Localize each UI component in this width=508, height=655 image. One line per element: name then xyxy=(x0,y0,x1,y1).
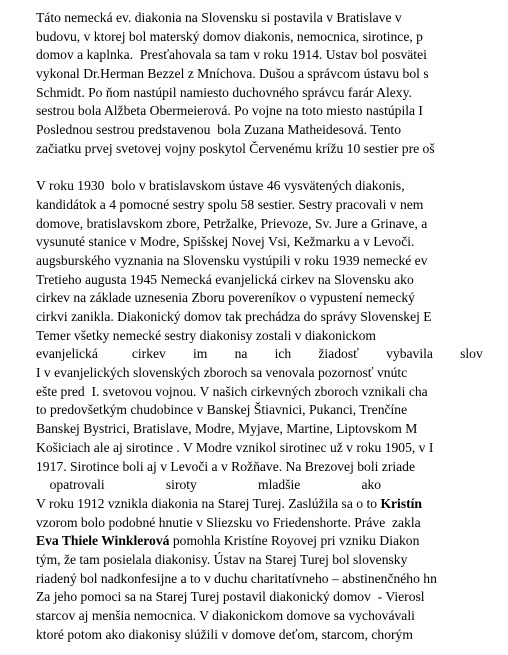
document-body xyxy=(36,9,508,644)
text-line: evanjelická cirkev im na ich žiadosť vybavila slov xyxy=(36,346,483,362)
text-line: opatrovali siroty mladšie ako xyxy=(36,477,382,493)
text-line: vysunuté stanice v Modre, Spišskej Novej Vsi, Kežmarku a v Levoči. xyxy=(36,234,415,250)
text-line xyxy=(36,532,508,551)
text-line: ktoré potom ako diakonisy slúžili v domove deťom, starcom, chorým xyxy=(36,626,413,642)
text-line: cirkev na základe uznesenia Zboru povereníkov o vypustení nemecký xyxy=(36,290,415,306)
paragraph-1 xyxy=(36,9,508,159)
text-line: to predovšetkým chudobince v Banskej Štiavnici, Pukanci, Trenčíne xyxy=(36,402,408,418)
text-line: kandidátok a 4 pomocné sestry spolu 58 sestier. Sestry pracovali v nem xyxy=(36,196,424,212)
text-line: Schmidt. Po ňom nastúpil namiesto duchovného správcu farár Alexy. xyxy=(36,84,412,100)
text-line: I v evanjelických slovenských zboroch sa venovala pozornosť vnútc xyxy=(36,365,408,381)
text-line: 1917. Sirotince boli aj v Levoči a v Rožňave. Na Brezovej boli zriade xyxy=(36,458,415,474)
text-run: V roku 1912 vznikla diakonia na Starej Turej. Zaslúžila sa o to xyxy=(36,495,381,511)
text-line: domov a kaplnka. Presťahovala sa tam v roku 1914. Ustav bol posvätei xyxy=(36,47,427,63)
text-line: Temer všetky nemecké sestry diakonisy zostali v diakonickom xyxy=(36,327,376,343)
text-line: Košiciach ale aj sirotince . V Modre vznikol sirotinec už v roku 1905, v I xyxy=(36,439,434,455)
text-line: domove, bratislavskom zbore, Petržalke, Prievoze, Sv. Jure a Grinave, a xyxy=(36,215,428,231)
text-line: cirkvi zanikla. Diakonický domov tak prechádza do správy Slovenskej E xyxy=(36,309,432,324)
text-line: Poslednou sestrou predstavenou bola Zuzana Matheidesová. Tento xyxy=(36,122,401,138)
text-line: V roku 1930 bolo v bratislavskom ústave 46 vysvätených diakonis, xyxy=(36,178,405,194)
text-line: začiatku prvej svetovej vojny poskytol Červenému krížu 10 sestier pre oš xyxy=(36,140,435,156)
text-run: pomohla Kristíne Royovej pri vzniku Diakon xyxy=(169,533,420,549)
text-line: ešte pred I. svetovou vojnou. V našich cirkevných zboroch vznikali cha xyxy=(36,383,428,399)
text-line: budovu, v ktorej bol materský domov diakonis, nemocnica, sirotince, p xyxy=(36,28,423,44)
paragraph-spacer xyxy=(36,159,508,178)
bold-name-kristina: Kristín xyxy=(380,495,422,511)
text-line: Banskej Bystrici, Bratislave, Modre, Myjave, Martine, Liptovskom M xyxy=(36,421,418,437)
text-line: vykonal Dr.Herman Bezzel z Mníchova. Dušou a správcom ústavu bol s xyxy=(36,66,429,82)
text-line: augsburského vyznania na Slovensku vystúpili v roku 1939 nemecké ev xyxy=(36,252,428,268)
bold-name-eva: Eva Thiele Winklerová xyxy=(36,533,170,549)
text-line: starcov aj menšia nemocnica. V diakonickom domove sa vychovávali xyxy=(36,608,415,623)
text-line: tým, že tam posielala diakonisy. Ústav na Starej Turej bol slovensky xyxy=(36,551,408,567)
paragraph-2 xyxy=(36,177,508,644)
text-line xyxy=(36,495,508,514)
text-line: Za jeho pomoci sa na Starej Turej postavil diakonický domov - Vierosl xyxy=(36,589,425,605)
text-line: vzorom bolo podobné hnutie v Sliezsku vo Friedenshorte. Práve zakla xyxy=(36,514,421,530)
text-line: riadený bol nadkonfesijne a to v duchu charitatívneho – abstinenčného hn xyxy=(36,570,437,586)
text-line: Táto nemecká ev. diakonia na Slovensku si postavila v Bratislave v xyxy=(36,10,402,25)
text-line: Tretieho augusta 1945 Nemecká evanjelická cirkev na Slovensku ako xyxy=(36,271,414,287)
text-line: sestrou bola Alžbeta Obermeierová. Po vojne na toto miesto nastúpila I xyxy=(36,103,423,119)
